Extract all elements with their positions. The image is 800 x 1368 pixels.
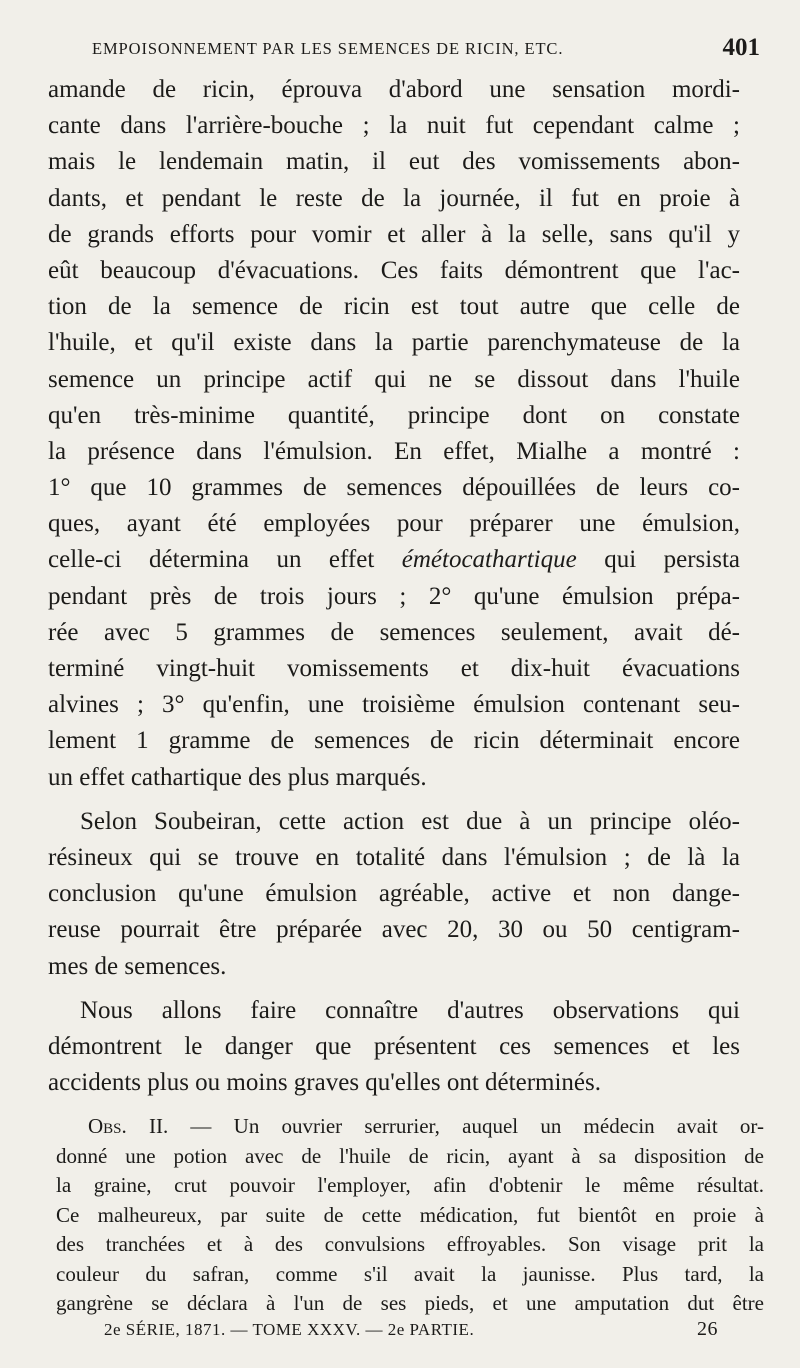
text-fragment: — Un ouvrier serrurier, auquel un médecin avait or- (168, 1114, 764, 1138)
text-line: gangrène se déclara à l'un de ses pieds, et une amputation dut être (56, 1291, 764, 1315)
text-line: cante dans l'arrière-bouche ; la nuit fut cependant calme ; (48, 112, 740, 140)
text-line: Ce malheureux, par suite de cette médication, fut bientôt en proie à (56, 1202, 764, 1227)
text-line: semence un principe actif qui ne se dissout dans l'huile (48, 365, 740, 393)
page-number: 401 (722, 34, 760, 61)
text-line: qu'en très-minime quantité, principe dont on constate (48, 401, 740, 429)
text-line: la graine, crut pouvoir l'employer, afin d'obtenir le même résultat. (56, 1173, 764, 1197)
text-line: rée avec 5 grammes de semences seulement, avait dé- (48, 618, 740, 646)
text-line: la présence dans l'émulsion. En effet, Mialhe a montré : (48, 437, 740, 465)
text-line: un effet cathartique des plus marqués. (48, 763, 427, 791)
text-fragment: qui persista (576, 546, 740, 574)
text-line: reuse pourrait être préparée avec 20, 30 ou 50 centigram- (48, 916, 740, 944)
text-line: démontrent le danger que présentent ces semences et les (48, 1032, 740, 1060)
text-line: des tranchées et à des convulsions effroyables. Son visage prit la (56, 1232, 764, 1256)
text-line: dants, et pendant le reste de la journée, il fut en proie à (48, 184, 740, 212)
text-line: Nous allons faire connaître d'autres observations qui (80, 996, 740, 1024)
text-line: de grands efforts pour vomir et aller à la selle, sans qu'il y (48, 220, 740, 248)
text-line: conclusion qu'une émulsion agréable, active et non dange- (48, 880, 740, 908)
text-line: résineux qui se trouve en totalité dans l'émulsion ; de là la (48, 843, 740, 871)
running-title: EMPOISONNEMENT PAR LES SEMENCES DE RICIN, ETC. (92, 39, 564, 58)
text-line: terminé vingt-huit vomissements et dix-huit évacuations (48, 655, 740, 682)
text-line-with-italic (48, 542, 740, 578)
text-line: 1° que 10 grammes de semences dépouillées de leurs co- (48, 474, 740, 502)
text-line: mais le lendemain matin, il eut des vomissements abon- (48, 148, 740, 176)
main-text (48, 72, 740, 1101)
observation-label: Obs. II. (88, 1114, 169, 1138)
text-line: accidents plus ou moins graves qu'elles ont déterminés. (48, 1069, 601, 1097)
text-line: donné une potion avec de l'huile de ricin, ayant à sa disposition de (56, 1143, 764, 1168)
paragraph-3 (48, 993, 740, 1102)
observation-block (56, 1112, 764, 1319)
text-line: couleur du safran, comme s'il avait la jaunisse. Plus tard, la (56, 1261, 764, 1286)
text-line: ques, ayant été employées pour préparer une émulsion, (48, 510, 740, 538)
paragraph-spacer (48, 796, 740, 804)
page-footer (104, 1320, 718, 1346)
text-line: tion de la semence de ricin est tout autre que celle de (48, 293, 740, 321)
text-line: l'huile, et qu'il existe dans la partie parenchymateuse de la (48, 329, 740, 357)
text-line: Selon Soubeiran, cette action est due à un principe oléo- (80, 807, 740, 835)
text-line: amande de ricin, éprouva d'abord une sensation mordi- (48, 76, 740, 103)
text-line: mes de semences. (48, 952, 227, 980)
paragraph-1 (48, 72, 740, 796)
text-line: eût beaucoup d'évacuations. Ces faits démontrent que l'ac- (48, 256, 740, 284)
text-line: alvines ; 3° qu'enfin, une troisième émulsion contenant seu- (48, 691, 740, 719)
observation-first-line (56, 1112, 764, 1142)
text-line: pendant près de trois jours ; 2° qu'une émulsion prépa- (48, 582, 740, 610)
paragraph-spacer (48, 985, 740, 993)
paragraph-2 (48, 804, 740, 985)
running-header (92, 36, 760, 66)
italic-term: émétocathartique (401, 546, 577, 574)
footer-series: 2e SÉRIE, 1871. — TOME XXXV. — 2e PARTIE. (104, 1320, 475, 1339)
text-line: lement 1 gramme de semences de ricin déterminait encore (48, 727, 740, 755)
footer-signature: 26 (697, 1318, 718, 1340)
text-fragment: celle-ci détermina un effet (48, 546, 375, 574)
